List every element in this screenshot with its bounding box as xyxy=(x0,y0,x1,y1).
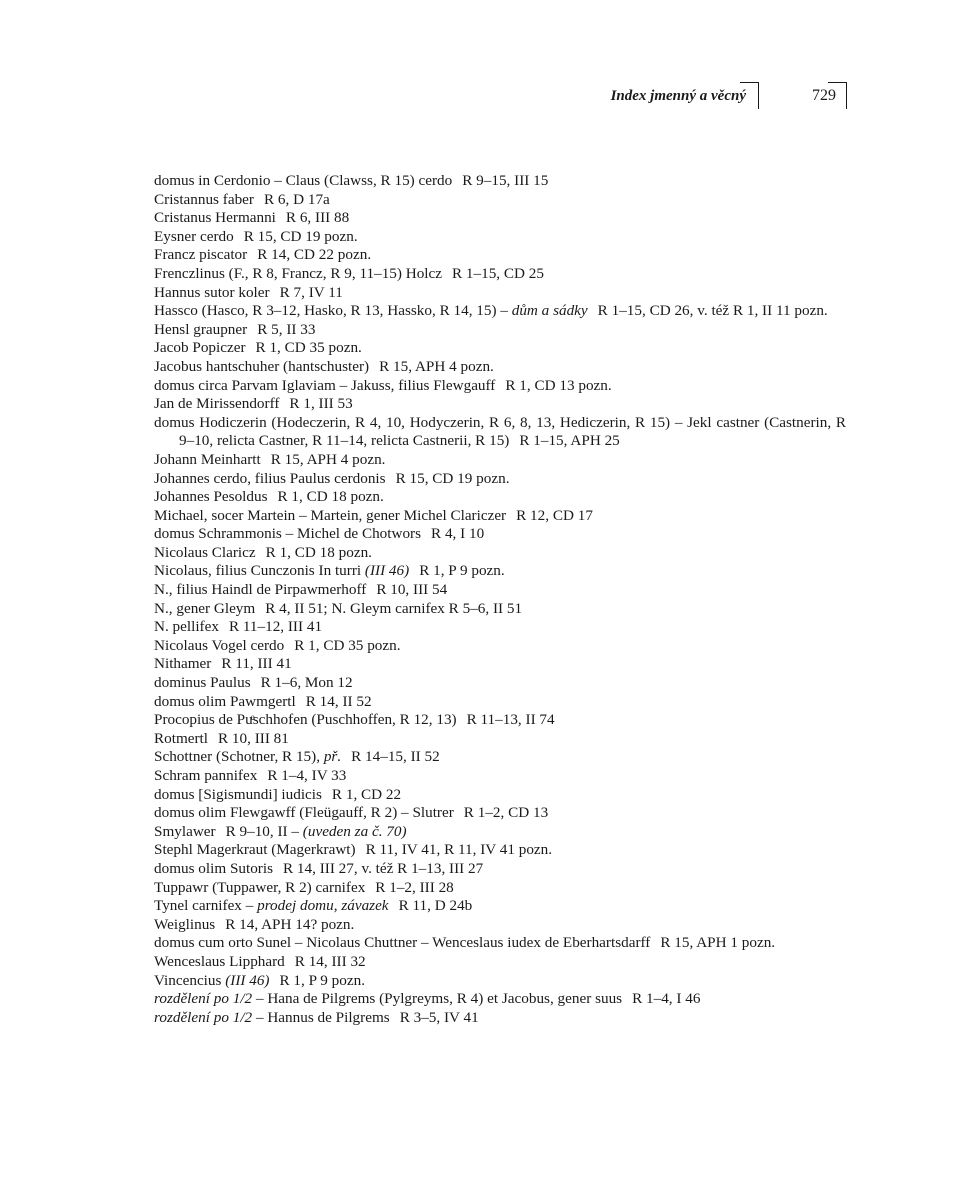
entry-name: domus olim Flewgawff (Fleügauff, R 2) – Slutrer xyxy=(154,804,454,822)
entry-reference: R 4, II 51; N. Gleym carnifex R 5–6, II 51 xyxy=(265,599,523,617)
index-entry xyxy=(154,339,846,358)
entry-reference: R 15, CD 19 pozn. xyxy=(243,227,358,245)
index-entry xyxy=(154,414,846,451)
entry-name: N., filius Haindl de Pirpawmerhoff xyxy=(154,581,367,599)
entry-name: domus [Sigismundi] iudicis xyxy=(154,785,322,803)
index-entry xyxy=(154,748,846,767)
index-entry xyxy=(154,395,846,414)
entry-name: Nicolaus Claricz xyxy=(154,543,256,561)
entry-reference: R 15, APH 4 pozn. xyxy=(379,357,494,375)
index-entry xyxy=(154,767,846,786)
entry-name: Johannes Pesoldus xyxy=(154,488,268,506)
entry-name: Stephl Magerkraut (Magerkrawt) xyxy=(154,841,356,859)
entry-reference: R 1, CD 22 xyxy=(331,785,402,803)
index-entry xyxy=(154,172,846,191)
header-corner-mark xyxy=(740,82,759,109)
entry-reference: R 1, CD 18 pozn. xyxy=(265,543,372,561)
index-entry xyxy=(154,897,846,916)
entry-reference: R 11, III 41 xyxy=(221,655,292,673)
entry-reference: R 1–4, IV 33 xyxy=(267,767,347,784)
entry-reference: R 1–6, Mon 12 xyxy=(260,674,353,692)
index-entry xyxy=(154,637,846,656)
running-header-title: Index jmenný a věcný xyxy=(610,88,746,104)
index-list xyxy=(154,172,846,1027)
index-entry xyxy=(154,191,846,210)
entry-name: domus in Cerdonio – Claus (Clawss, R 15) cerdo xyxy=(154,172,453,189)
entry-name: Michael, socer Martein – Martein, gener Michel Clariczer xyxy=(154,506,507,524)
entry-name: Wenceslaus Lipphard xyxy=(154,952,285,970)
entry-name: domus circa Parvam Iglaviam – Jakuss, filius Flewgauff xyxy=(154,376,496,394)
index-entry xyxy=(154,209,846,228)
index-entry xyxy=(154,860,846,879)
entry-name: Jan de Mirissendorff xyxy=(154,395,280,413)
entry-italic-note: dům a sádky xyxy=(511,302,588,320)
entry-reference: R 11, IV 41, R 11, IV 41 pozn. xyxy=(365,841,553,859)
page-number: 729 xyxy=(812,87,836,104)
entry-reference: R 1, CD 35 pozn. xyxy=(294,636,401,654)
entry-reference: R 1, III 53 xyxy=(289,395,353,413)
entry-reference: R 11, D 24b xyxy=(398,897,473,915)
entry-name: Schottner (Schotner, R 15), xyxy=(154,748,321,766)
entry-reference: R 5, II 33 xyxy=(257,320,316,338)
index-entry xyxy=(154,916,846,935)
index-entry xyxy=(154,377,846,396)
entry-name: Vincencius xyxy=(154,971,222,989)
entry-italic-suffix: (uveden za č. 70) xyxy=(302,822,407,840)
entry-reference: R 1–4, I 46 xyxy=(632,990,701,1008)
entry-name: Procopius de Puͤschhofen (Puschhoffen, R 12, 13) xyxy=(154,711,457,729)
entry-italic-prefix: rozdělení po 1/2 xyxy=(154,1008,253,1026)
index-entry xyxy=(154,934,846,953)
entry-name: – Hannus de Pilgrems xyxy=(255,1008,390,1026)
index-entry xyxy=(154,674,846,693)
index-entry xyxy=(154,488,846,507)
entry-reference: R 1, P 9 pozn. xyxy=(419,562,505,580)
index-entry xyxy=(154,786,846,805)
entry-reference: R 14, APH 14? pozn. xyxy=(225,915,355,933)
index-entry xyxy=(154,618,846,637)
entry-name: Hannus sutor koler xyxy=(154,283,270,301)
entry-name: domus olim Sutoris xyxy=(154,859,273,877)
entry-name: Hassco (Hasco, R 3–12, Hasko, R 13, Hassko, R 14, 15) – xyxy=(154,302,508,320)
index-entry xyxy=(154,655,846,674)
entry-name: Tynel carnifex – xyxy=(154,897,254,915)
entry-italic-note: (III 46) xyxy=(225,971,270,989)
entry-reference: R 11–12, III 41 xyxy=(228,618,323,636)
index-entry xyxy=(154,693,846,712)
entry-name: domus cum orto Sunel – Nicolaus Chuttner – Wenceslaus iudex de Eberhartsdarff xyxy=(154,934,651,952)
entry-name: Nithamer xyxy=(154,655,212,673)
entry-reference: R 9–15, III 15 xyxy=(462,172,549,189)
index-entry xyxy=(154,600,846,619)
entry-reference: R 1–2, CD 13 xyxy=(463,804,549,822)
entry-name: Nicolaus, filius Cunczonis In turri xyxy=(154,562,362,580)
entry-reference: R 6, III 88 xyxy=(285,209,350,227)
index-entry xyxy=(154,265,846,284)
entry-reference: R 10, III 54 xyxy=(376,581,448,599)
entry-name: Rotmertl xyxy=(154,729,208,747)
entry-reference: R 14, III 27, v. též R 1–13, III 27 xyxy=(283,859,484,877)
entry-reference: R 1–15, CD 25 xyxy=(452,264,544,282)
entry-name: Nicolaus Vogel cerdo xyxy=(154,636,285,654)
entry-italic-prefix: rozdělení po 1/2 xyxy=(154,990,253,1008)
entry-reference: R 14–15, II 52 xyxy=(351,748,440,766)
entry-name: dominus Paulus xyxy=(154,674,251,692)
entry-reference: R 1, P 9 pozn. xyxy=(279,971,366,989)
entry-reference: R 6, D 17a xyxy=(263,190,330,208)
index-entry xyxy=(154,581,846,600)
index-entry xyxy=(154,823,846,842)
entry-reference: R 4, I 10 xyxy=(431,525,485,543)
entry-reference: R 1–15, CD 26, v. též R 1, II 11 pozn. xyxy=(597,302,828,320)
entry-name: domus Schrammonis – Michel de Chotwors xyxy=(154,525,422,543)
entry-name: Francz piscator xyxy=(154,246,248,264)
entry-reference: R 10, III 81 xyxy=(218,729,289,747)
index-entry xyxy=(154,1009,846,1028)
entry-reference: R 14, CD 22 pozn. xyxy=(257,246,372,264)
entry-reference: R 7, IV 11 xyxy=(279,283,343,301)
entry-name: Jacobus hantschuher (hantschuster) xyxy=(154,357,370,375)
index-entry xyxy=(154,451,846,470)
entry-reference: R 9–10, II – xyxy=(225,822,299,840)
entry-reference: R 3–5, IV 41 xyxy=(399,1008,479,1026)
entry-name: – Hana de Pilgrems (Pylgreyms, R 4) et Jacobus, gener suus xyxy=(255,990,623,1008)
index-entry xyxy=(154,804,846,823)
entry-name: Jacob Popiczer xyxy=(154,339,246,357)
index-entry xyxy=(154,953,846,972)
entry-reference: R 1–15, APH 25 xyxy=(519,432,620,450)
index-entry xyxy=(154,879,846,898)
entry-name: Schram pannifex xyxy=(154,767,258,784)
entry-reference: R 11–13, II 74 xyxy=(466,711,555,729)
entry-reference: R 1–2, III 28 xyxy=(375,878,454,896)
entry-reference: R 14, II 52 xyxy=(305,692,372,710)
entry-reference: R 15, APH 1 pozn. xyxy=(660,934,776,952)
entry-reference: R 15, APH 4 pozn. xyxy=(270,450,386,468)
index-entry xyxy=(154,321,846,340)
index-entry xyxy=(154,972,846,991)
entry-name: Weiglinus xyxy=(154,915,216,933)
entry-italic-note: (III 46) xyxy=(364,562,410,580)
entry-name: Smylawer xyxy=(154,822,216,840)
index-entry xyxy=(154,358,846,377)
index-entry xyxy=(154,246,846,265)
index-entry xyxy=(154,730,846,749)
entry-name: Frenczlinus (F., R 8, Francz, R 9, 11–15) Holcz xyxy=(154,264,442,282)
entry-italic-note: prodej domu, závazek xyxy=(257,897,389,915)
entry-name: Johannes cerdo, filius Paulus cerdonis xyxy=(154,469,386,487)
entry-reference: R 1, CD 18 pozn. xyxy=(277,488,384,506)
index-entry xyxy=(154,841,846,860)
entry-name: Tuppawr (Tuppawer, R 2) carnifex xyxy=(154,878,366,896)
entry-name: N. pellifex xyxy=(154,618,219,636)
index-entry xyxy=(154,507,846,526)
index-entry xyxy=(154,562,846,581)
entry-name: Cristanus Hermanni xyxy=(154,209,276,227)
entry-name: Cristannus faber xyxy=(154,190,254,208)
entry-reference: R 12, CD 17 xyxy=(516,506,593,524)
entry-name: domus olim Pawmgertl xyxy=(154,692,296,710)
entry-name: Johann Meinhartt xyxy=(154,450,261,468)
index-entry xyxy=(154,525,846,544)
entry-name: Eysner cerdo xyxy=(154,227,234,245)
entry-reference: R 1, CD 13 pozn. xyxy=(505,376,612,394)
index-entry xyxy=(154,284,846,303)
entry-name: N., gener Gleym xyxy=(154,599,256,617)
entry-name: Hensl graupner xyxy=(154,320,248,338)
index-entry xyxy=(154,711,846,730)
index-entry xyxy=(154,544,846,563)
entry-reference: R 1, CD 35 pozn. xyxy=(255,339,362,357)
index-entry xyxy=(154,302,846,321)
entry-name: domus Hodiczerin (Hodeczerin, R 4, 10, Hodyczerin, R 6, 8, 13, Hediczerin, R 15) – Jekl castner (Castnerin, R 9–10, relicta Castner, R 11–14, relicta Castnerii, R 15) xyxy=(154,413,846,450)
index-entry xyxy=(154,990,846,1009)
entry-italic-note: př. xyxy=(323,748,342,766)
index-entry xyxy=(154,228,846,247)
index-entry xyxy=(154,470,846,489)
entry-reference: R 15, CD 19 pozn. xyxy=(395,469,510,487)
entry-reference: R 14, III 32 xyxy=(294,952,366,970)
page-number-corner-mark xyxy=(828,82,847,109)
